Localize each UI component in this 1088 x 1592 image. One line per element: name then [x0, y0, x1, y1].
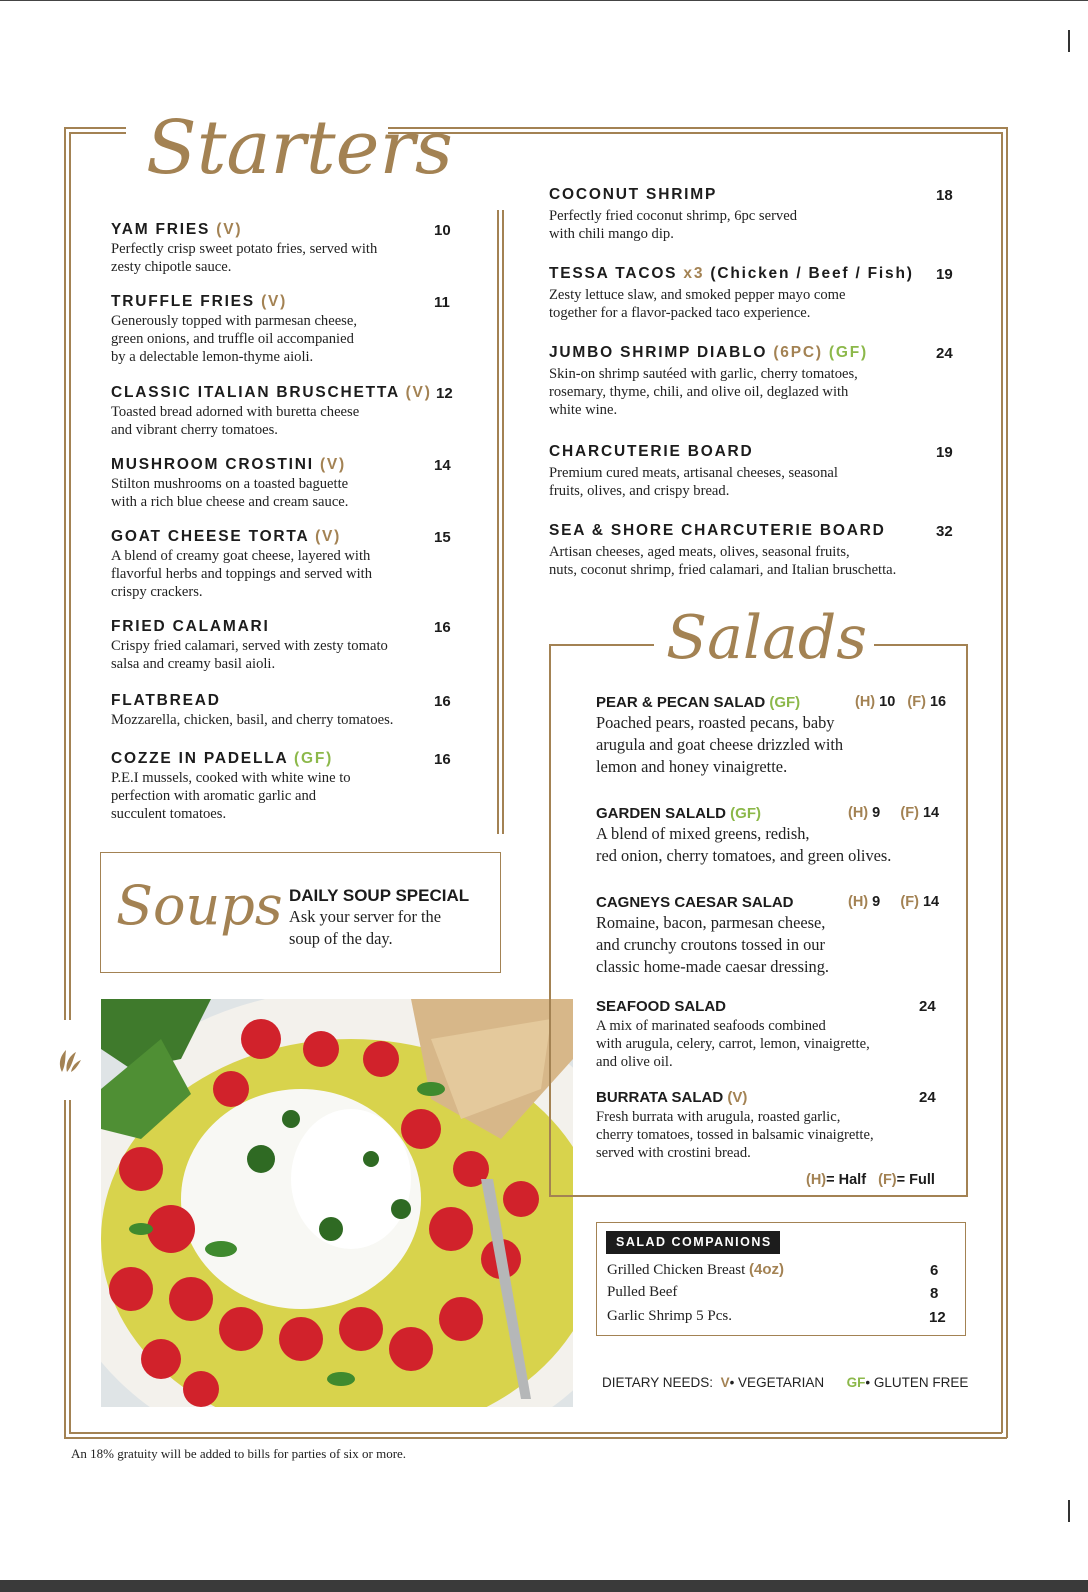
- item-description: [111, 637, 441, 673]
- item-price: 16: [434, 693, 451, 710]
- salad-name-text: BURRATA SALAD: [596, 1089, 724, 1106]
- menu-item-name: [111, 528, 341, 546]
- desc-line: lemon and honey vinaigrette.: [596, 757, 788, 776]
- item-description: [549, 543, 969, 579]
- item-description: [549, 464, 969, 500]
- item-price: 19: [936, 266, 953, 283]
- item-tag: x3: [683, 265, 705, 282]
- item-price: 10: [434, 222, 451, 239]
- full-price: 14: [922, 805, 940, 821]
- item-price: 15: [434, 529, 451, 546]
- desc-line: A blend of mixed greens, redish,: [596, 824, 810, 843]
- desc-line: red onion, cherry tomatoes, and green olives.: [596, 846, 892, 865]
- desc-line: P.E.I mussels, cooked with white wine to: [111, 770, 351, 786]
- full-label: (F): [900, 805, 919, 821]
- item-price: 32: [936, 523, 953, 540]
- desc-line: classic home-made caesar dressing.: [596, 957, 830, 976]
- salad-price: 24: [919, 998, 936, 1015]
- desc-line: soup of the day.: [289, 929, 393, 948]
- salad-prices: [848, 805, 939, 821]
- desc-line: and crunchy croutons tossed in our: [596, 935, 825, 954]
- item-description: [111, 240, 441, 276]
- salad-name-text: GARDEN SALALD: [596, 805, 726, 822]
- desc-line: Stilton mushrooms on a toasted baguette: [111, 476, 349, 492]
- salad-name: [596, 998, 726, 1015]
- top-edge-line: [0, 0, 1088, 1]
- desc-line: served with crostini bread.: [596, 1145, 751, 1162]
- item-tag: (Chicken / Beef / Fish): [710, 265, 914, 282]
- desc-line: and vibrant cherry tomatoes.: [111, 422, 278, 439]
- item-price: 18: [936, 187, 953, 204]
- frame-right-inner: [1001, 132, 1003, 1433]
- salads-box-left: [549, 644, 551, 1196]
- item-name-text: GOAT CHEESE TORTA: [111, 528, 309, 545]
- menu-item-name: [549, 265, 914, 283]
- companion-name: Pulled Beef: [607, 1284, 678, 1300]
- desc-line: and olive oil.: [596, 1054, 673, 1071]
- column-divider: [497, 210, 499, 834]
- menu-item-name: [549, 443, 754, 461]
- item-price: 16: [434, 619, 451, 636]
- half-price: 9: [872, 805, 881, 821]
- full-price: 14: [922, 894, 940, 910]
- item-tag: (GF): [294, 750, 334, 767]
- dietary-legend: [602, 1375, 968, 1390]
- frame-left: [64, 127, 66, 1020]
- desc-line: succulent tomatoes.: [111, 806, 227, 823]
- item-description: [549, 365, 969, 420]
- salad-name: [596, 1089, 747, 1106]
- menu-item-name: [111, 750, 333, 768]
- frame-top-right-inner: [388, 132, 1002, 134]
- desc-line: Fresh burrata with arugula, roasted garlic,: [596, 1109, 841, 1125]
- desc-line: A mix of marinated seafoods combined: [596, 1018, 826, 1034]
- salad-description: [596, 1017, 956, 1072]
- desc-line: perfection with aromatic garlic and: [111, 788, 317, 805]
- desc-line: A blend of creamy goat cheese, layered with: [111, 548, 371, 564]
- desc-line: Crispy fried calamari, served with zesty tomato: [111, 638, 388, 654]
- desc-line: Mozzarella, chicken, basil, and cherry tomatoes.: [111, 712, 394, 728]
- item-name-text: YAM FRIES: [111, 221, 211, 238]
- menu-item-name: [549, 344, 868, 362]
- burrata-photo: [101, 999, 573, 1407]
- crop-mark: [1068, 1500, 1070, 1522]
- frame-left-lower-inner: [69, 1100, 71, 1433]
- salad-description: [596, 712, 956, 778]
- salad-tag: (V): [727, 1089, 748, 1106]
- vegetarian-text: • VEGETARIAN: [729, 1375, 825, 1390]
- full-label: (F): [900, 894, 919, 910]
- half-label: (H): [855, 694, 876, 710]
- vegetarian-key: V: [720, 1375, 730, 1390]
- item-price: 14: [434, 457, 451, 474]
- desc-line: salsa and creamy basil aioli.: [111, 656, 276, 673]
- item-name-text: JUMBO SHRIMP DIABLO: [549, 344, 768, 361]
- menu-item-name: [111, 384, 432, 402]
- item-name-text: FLATBREAD: [111, 692, 221, 709]
- desc-line: Skin-on shrimp sautéed with garlic, cherry tomatoes,: [549, 366, 858, 382]
- menu-item-name: [111, 221, 242, 239]
- salad-description: [596, 1108, 956, 1163]
- companion-item: [607, 1284, 677, 1301]
- desc-line: cherry tomatoes, tossed in balsamic vinaigrette,: [596, 1127, 874, 1144]
- full-text: = Full: [896, 1172, 935, 1188]
- item-name-text: CLASSIC ITALIAN BRUSCHETTA: [111, 384, 400, 401]
- desc-line: Romaine, bacon, parmesan cheese,: [596, 913, 826, 932]
- desc-line: with arugula, celery, carrot, lemon, vinaigrette,: [596, 1036, 870, 1053]
- item-description: [549, 286, 969, 322]
- salad-companions-title: SALAD COMPANIONS: [616, 1235, 772, 1249]
- menu-item-name: [549, 186, 717, 204]
- item-price: 24: [936, 345, 953, 362]
- desc-line: Zesty lettuce slaw, and smoked pepper mayo come: [549, 287, 846, 303]
- companion-price: 8: [930, 1285, 939, 1302]
- salad-tag: (GF): [769, 694, 801, 711]
- desc-line: with a rich blue cheese and cream sauce.: [111, 494, 349, 511]
- leaf-icon: [56, 1044, 82, 1076]
- item-price: 16: [434, 751, 451, 768]
- gratuity-note: An 18% gratuity will be added to bills for parties of six or more.: [71, 1446, 407, 1461]
- salads-box-top-left: [549, 644, 654, 646]
- companion-tag: (4oz): [749, 1261, 785, 1278]
- soups-title: Soups: [116, 874, 283, 937]
- menu-item-name: [111, 618, 270, 636]
- desc-line: Ask your server for the: [289, 907, 442, 926]
- full-label: (F): [907, 694, 926, 710]
- companion-name: Grilled Chicken Breast: [607, 1262, 746, 1278]
- item-description: [111, 475, 441, 511]
- salads-box-bottom: [549, 1195, 968, 1197]
- item-description: [111, 547, 441, 602]
- frame-left-lower: [64, 1100, 66, 1438]
- salad-price: 24: [919, 1089, 936, 1106]
- item-price: 11: [434, 294, 450, 311]
- desc-line: arugula and goat cheese drizzled with: [596, 735, 844, 754]
- desc-line: crispy crackers.: [111, 584, 203, 601]
- salads-box-right: [966, 644, 968, 1196]
- full-label: (F): [878, 1172, 897, 1188]
- salad-description: [596, 912, 956, 978]
- desc-line: Perfectly fried coconut shrimp, 6pc served: [549, 208, 798, 224]
- salad-name-text: PEAR & PECAN SALAD: [596, 694, 766, 711]
- item-name-text: TRUFFLE FRIES: [111, 293, 255, 310]
- item-tag: (V): [405, 384, 432, 401]
- menu-item-name: [111, 293, 287, 311]
- item-description: [111, 711, 441, 729]
- desc-line: with chili mango dip.: [549, 226, 674, 243]
- desc-line: Artisan cheeses, aged meats, olives, seasonal fruits,: [549, 544, 850, 560]
- desc-line: Poached pears, roasted pecans, baby: [596, 713, 835, 732]
- desc-line: zesty chipotle sauce.: [111, 259, 232, 276]
- salad-name-text: CAGNEYS CAESAR SALAD: [596, 894, 794, 911]
- salad-name: [596, 894, 794, 911]
- soup-special-name: DAILY SOUP SPECIAL: [289, 886, 470, 905]
- frame-bottom-inner: [69, 1432, 1002, 1434]
- item-description: [111, 312, 441, 367]
- item-description: [549, 207, 969, 243]
- frame-left-inner: [69, 132, 71, 1020]
- half-full-legend: [806, 1172, 935, 1188]
- menu-item-name: [549, 522, 886, 540]
- soup-special-desc: [289, 906, 441, 950]
- desc-line: rosemary, thyme, chili, and olive oil, deglazed with: [549, 384, 849, 401]
- salad-prices: [848, 894, 939, 910]
- frame-top-right: [388, 127, 1007, 129]
- companion-name: Garlic Shrimp 5 Pcs.: [607, 1308, 732, 1324]
- item-name-text: TESSA TACOS: [549, 265, 678, 282]
- desc-line: flavorful herbs and toppings and served with: [111, 566, 373, 583]
- menu-item-name: [111, 456, 346, 474]
- menu-item-name: [111, 692, 221, 710]
- item-tag: (V): [315, 528, 342, 545]
- item-name-text: COCONUT SHRIMP: [549, 186, 718, 203]
- desc-line: nuts, coconut shrimp, fried calamari, and Italian bruschetta.: [549, 562, 897, 579]
- salad-name: [596, 694, 800, 711]
- column-divider-inner: [502, 210, 504, 834]
- item-name-text: MUSHROOM CROSTINI: [111, 456, 314, 473]
- half-price: 9: [872, 894, 881, 910]
- half-label: (H): [806, 1172, 827, 1188]
- dietary-label: DIETARY NEEDS:: [602, 1375, 714, 1390]
- item-description: [111, 769, 441, 824]
- item-name-text: FRIED CALAMARI: [111, 618, 270, 635]
- item-description: [111, 403, 441, 439]
- companion-price: 12: [929, 1309, 946, 1326]
- desc-line: by a delectable lemon-thyme aioli.: [111, 349, 314, 366]
- item-price: 19: [936, 444, 953, 461]
- half-price: 10: [879, 694, 896, 710]
- gluten-free-key: GF: [846, 1375, 866, 1390]
- desc-line: white wine.: [549, 402, 618, 419]
- frame-bottom: [64, 1437, 1007, 1439]
- item-price: 12: [436, 385, 453, 402]
- salad-name: [596, 805, 761, 822]
- salads-title: Salads: [666, 603, 868, 673]
- salads-box-top-right: [874, 644, 968, 646]
- companion-price: 6: [930, 1262, 939, 1279]
- item-tag: (6PC): [773, 344, 823, 361]
- salad-prices: [855, 694, 946, 710]
- full-price: 16: [929, 694, 947, 710]
- item-tag: (GF): [828, 344, 868, 361]
- item-name-text: SEA & SHORE CHARCUTERIE BOARD: [549, 522, 886, 539]
- item-name-text: COZZE IN PADELLA: [111, 750, 288, 767]
- item-tag: (V): [319, 456, 346, 473]
- frame-top-left-inner: [69, 132, 126, 134]
- desc-line: fruits, olives, and crispy bread.: [549, 483, 730, 500]
- bottom-edge-bar: [0, 1580, 1088, 1592]
- frame-right: [1006, 127, 1008, 1438]
- crop-mark: [1068, 30, 1070, 52]
- half-label: (H): [848, 805, 869, 821]
- half-text: = Half: [826, 1172, 867, 1188]
- item-name-text: CHARCUTERIE BOARD: [549, 443, 754, 460]
- salad-name-text: SEAFOOD SALAD: [596, 998, 727, 1015]
- desc-line: Toasted bread adorned with buretta cheese: [111, 404, 360, 420]
- companion-item: [607, 1261, 784, 1279]
- frame-top-left: [64, 127, 126, 129]
- half-label: (H): [848, 894, 869, 910]
- salad-description: [596, 823, 956, 867]
- item-tag: (V): [216, 221, 243, 238]
- companion-item: [607, 1308, 732, 1325]
- gluten-free-text: • GLUTEN FREE: [865, 1375, 969, 1390]
- desc-line: Generously topped with parmesan cheese,: [111, 313, 357, 329]
- item-tag: (V): [261, 293, 288, 310]
- desc-line: green onions, and truffle oil accompanied: [111, 331, 354, 348]
- desc-line: together for a flavor-packed taco experience.: [549, 305, 811, 322]
- salad-tag: (GF): [730, 805, 761, 822]
- desc-line: Perfectly crisp sweet potato fries, served with: [111, 241, 378, 257]
- desc-line: Premium cured meats, artisanal cheeses, seasonal: [549, 465, 838, 481]
- starters-title: Starters: [146, 105, 453, 191]
